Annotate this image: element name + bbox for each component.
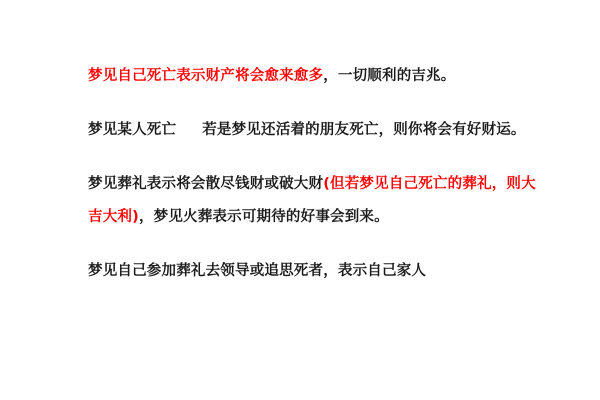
paragraph-2-body: 若是梦见还活着的朋友死亡，则你将会有好财运。 [202,122,526,138]
paragraph-4 [88,255,540,288]
paragraph-2 [88,114,540,147]
paragraph-3-segment-3: ，梦见火葬表示可期待的好事会到来。 [138,209,389,225]
paragraph-4-segment-1: 梦见自己参加葬礼去领导或追思死者，表示自己家人 [88,263,427,279]
paragraph-3-segment-parenthetical: (但若梦见自己死亡的葬礼，则大吉大利) [88,176,536,225]
paragraph-3 [88,168,540,234]
paragraph-2-heading: 梦见某人死亡 [88,122,177,138]
paragraph-3-segment-1: 梦见葬礼表示将会散尽钱财或破大财 [88,176,324,192]
paragraph-1 [88,60,540,93]
paragraph-1-segment-black: ，一切顺利的吉兆。 [323,68,456,84]
paragraph-1-segment-red: 梦见自己死亡表示财产将会愈来愈多 [88,68,324,84]
